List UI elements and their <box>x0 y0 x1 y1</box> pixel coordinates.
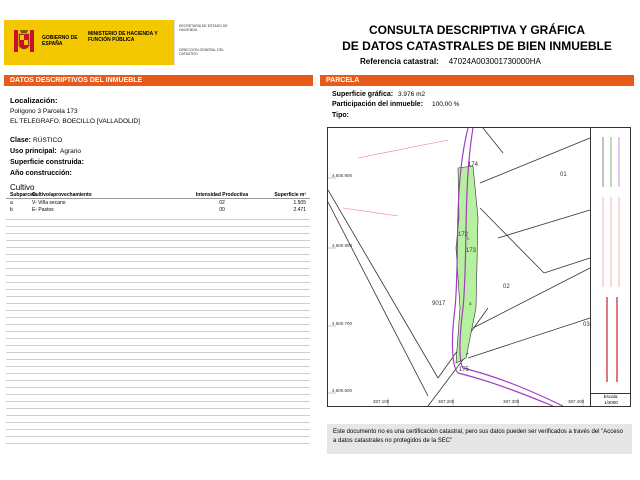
cell-intensidad: 02 <box>219 199 225 206</box>
disclaimer-note: Este documento no es una certificación catastral, pero sus datos pueden ser verificados a través del "Acceso a datos catastrales no protegidos de la SEC" <box>327 424 632 454</box>
superficie-grafica-value: 3.976 m2 <box>398 91 426 98</box>
title-line2: DE DATOS CATASTRALES DE BIEN INMUEBLE <box>342 39 612 53</box>
cell-cultivo: V- Viña secano <box>32 199 66 206</box>
header-superficie: Superficie m² <box>274 192 306 198</box>
subparcel-label: b <box>467 236 470 241</box>
map-svg <box>328 128 630 406</box>
table-row <box>6 199 310 206</box>
page-title <box>320 22 634 54</box>
superficie-grafica-label: Superficie gráfica: <box>332 91 394 98</box>
subparcel-label: a <box>469 301 472 306</box>
header-logo-block <box>4 20 230 65</box>
localizacion-label: Localización: <box>10 96 58 105</box>
parcela-bar: PARCELA <box>320 75 634 86</box>
referencia-catastral <box>360 57 541 66</box>
secretaria-block <box>174 20 230 65</box>
cell-subparcela: b <box>10 206 13 213</box>
parcel-label: 02 <box>503 284 510 290</box>
y-coord-label: 4.600.600 <box>332 388 353 393</box>
refcat-value: 47024A003001730000HA <box>448 57 541 66</box>
parcel-label: 173 <box>466 248 477 254</box>
participacion-value: 100,00 % <box>432 101 460 108</box>
gobierno-text: GOBIERNO DE ESPAÑA <box>42 35 78 47</box>
anio-construccion-label: Año construcción: <box>10 170 72 177</box>
y-coord-label: 4.600.700 <box>332 321 353 326</box>
parcel-label: 9017 <box>432 301 446 307</box>
parcel-label: 174 <box>468 162 479 168</box>
title-line1: CONSULTA DESCRIPTIVA Y GRÁFICA <box>368 23 585 37</box>
parcel-label: 03 <box>583 322 590 328</box>
uso-label: Uso principal: <box>10 148 57 155</box>
descriptive-data-bar: DATOS DESCRIPTIVOS DEL INMUEBLE <box>4 75 313 86</box>
uso-value: Agrario <box>60 148 81 155</box>
parcel-label: 175 <box>459 367 470 373</box>
legend-svg <box>591 127 631 393</box>
cultivo-table <box>6 192 310 213</box>
ministerio-text: MINISTERIO DE HACIENDA Y FUNCIÓN PÚBLICA <box>88 31 158 43</box>
scale-label: Escala: <box>603 394 619 399</box>
y-coord-label: 4.600.900 <box>332 173 353 178</box>
scale-box <box>590 393 631 407</box>
cell-superficie: 1.505 <box>293 199 306 206</box>
x-coord-label: 387.200 <box>438 399 455 404</box>
scale-value: 1/3000 <box>604 400 618 405</box>
table-row <box>6 206 310 213</box>
table-header <box>6 192 310 199</box>
cadastral-map <box>327 127 631 407</box>
x-coord-label: 387.300 <box>503 399 520 404</box>
empty-table-lines <box>6 213 310 445</box>
header-cultivo: Cultivo/aprovechamiento <box>32 192 92 198</box>
localizacion-line2: EL TELEGRAFO. BOECILLO [VALLADOLID] <box>10 118 140 125</box>
map-legend <box>590 127 631 393</box>
clase-label: Clase: <box>10 137 32 144</box>
y-coord-label: 4.600.800 <box>332 243 353 248</box>
secretaria-text: SECRETARÍA DE ESTADO DE HACIENDA <box>179 24 228 32</box>
x-coord-label: 387.100 <box>373 399 390 404</box>
government-logo <box>4 20 174 65</box>
tipo-label: Tipo: <box>332 112 349 119</box>
direccion-text: DIRECCIÓN GENERAL DEL CATASTRO <box>179 48 224 56</box>
localizacion-line1: Polígono 3 Parcela 173 <box>10 108 78 115</box>
cultivo-title: Cultivo <box>10 183 35 192</box>
header-subparcela: Subparcela <box>10 192 37 198</box>
header-intensidad: Intensidad Productiva <box>195 192 249 198</box>
refcat-label: Referencia catastral: <box>360 57 439 66</box>
cell-intensidad: 00 <box>219 206 225 213</box>
cell-superficie: 2.471 <box>293 206 306 213</box>
cell-cultivo: E- Pastos <box>32 206 54 213</box>
superficie-construida-label: Superficie construida: <box>10 159 84 166</box>
parcel-label: 01 <box>560 172 567 178</box>
participacion-label: Participación del inmueble: <box>332 101 424 108</box>
x-coord-label: 387.400 <box>568 399 585 404</box>
cell-subparcela: a <box>10 199 13 206</box>
clase-value: RÚSTICO <box>33 137 63 144</box>
coat-of-arms-icon <box>12 28 36 58</box>
parcel-label: 172 <box>458 232 469 238</box>
